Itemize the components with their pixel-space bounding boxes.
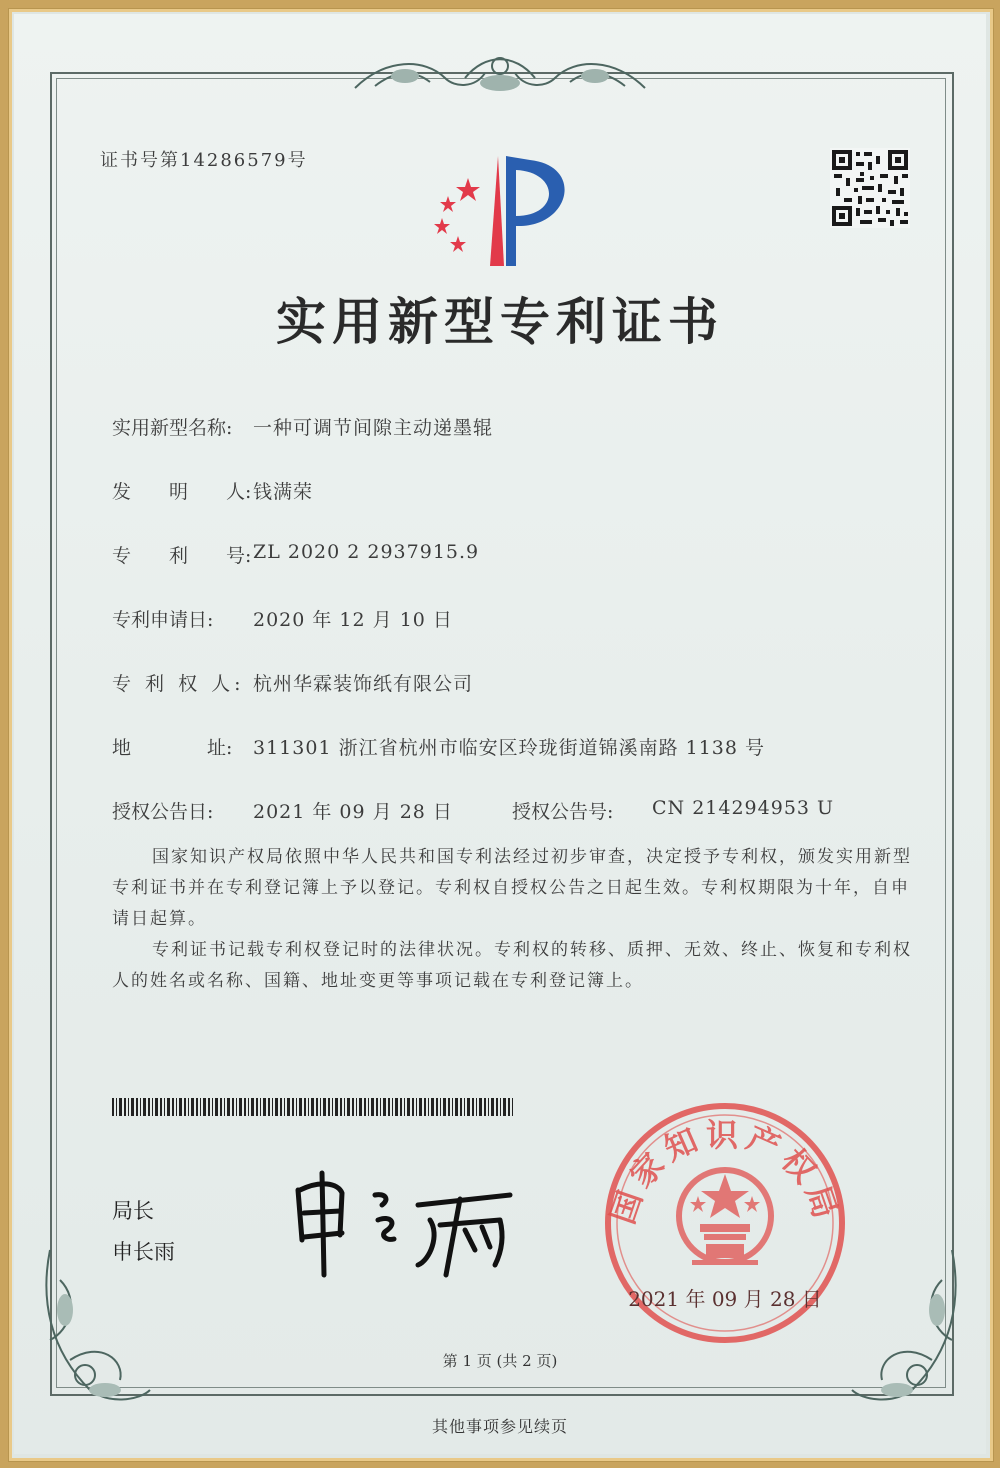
signer-name: 申长雨	[112, 1240, 175, 1264]
grant-date-value: 2021 年 09 月 28 日	[253, 801, 453, 823]
owner-value: 杭州华霖装饰纸有限公司	[253, 673, 474, 695]
signature-icon	[290, 1165, 520, 1280]
seal-text: 国家知识产权局	[603, 1115, 847, 1229]
statement-paragraph-2: 专利证书记载专利权登记时的法律状况。专利权的转移、质押、无效、终止、恢复和专利权人的姓名或名称、国籍、地址变更等事项记载在专利登记簿上。	[112, 940, 912, 991]
patent-number-value: ZL 2020 2 2937915.9	[253, 541, 480, 563]
inventor-label: 发 明 人:	[112, 481, 252, 503]
signer-title: 局长	[112, 1199, 154, 1223]
grant-date-label: 授权公告日:	[112, 801, 214, 823]
patent-number-label: 专 利 号:	[112, 545, 252, 567]
grant-number-label: 授权公告号:	[512, 801, 614, 823]
apply-date-label: 专利申请日:	[112, 609, 214, 631]
barcode	[112, 1098, 514, 1116]
top-ornament	[345, 48, 655, 98]
bottom-right-ornament	[842, 1240, 972, 1410]
cnipa-logo-icon	[420, 148, 580, 273]
certificate-title: 实用新型专利证书	[276, 292, 724, 351]
address-value: 311301 浙江省杭州市临安区玲珑街道锦溪南路 1138 号	[253, 737, 766, 759]
grant-number-value: CN 214294953 U	[652, 797, 835, 819]
statement-paragraph-1: 国家知识产权局依照中华人民共和国专利法经过初步审查，决定授予专利权，颁发实用新型专利证书并在专利登记簿上予以登记。专利权自授权公告之日起生效。专利权期限为十年，自申请日起算。	[112, 847, 912, 929]
apply-date-value: 2020 年 12 月 10 日	[253, 609, 453, 631]
footer-note: 其他事项参见续页	[431, 1417, 568, 1436]
inventor-value: 钱满荣	[253, 481, 314, 503]
seal-date: 2021 年 09 月 28 日	[628, 1287, 822, 1311]
page-info: 第 1 页 (共 2 页)	[442, 1352, 558, 1370]
certificate-number: 证书号第14286579号	[100, 150, 308, 171]
name-value: 一种可调节间隙主动递墨辊	[253, 417, 494, 439]
owner-label: 专 利 权 人:	[112, 673, 245, 695]
svg-text:国家知识产权局	[603, 1116, 846, 1229]
seal-arc-text	[600, 1098, 850, 1348]
name-label: 实用新型名称:	[112, 417, 233, 439]
address-label: 地 址:	[112, 737, 233, 759]
qr-code-icon	[830, 148, 910, 228]
